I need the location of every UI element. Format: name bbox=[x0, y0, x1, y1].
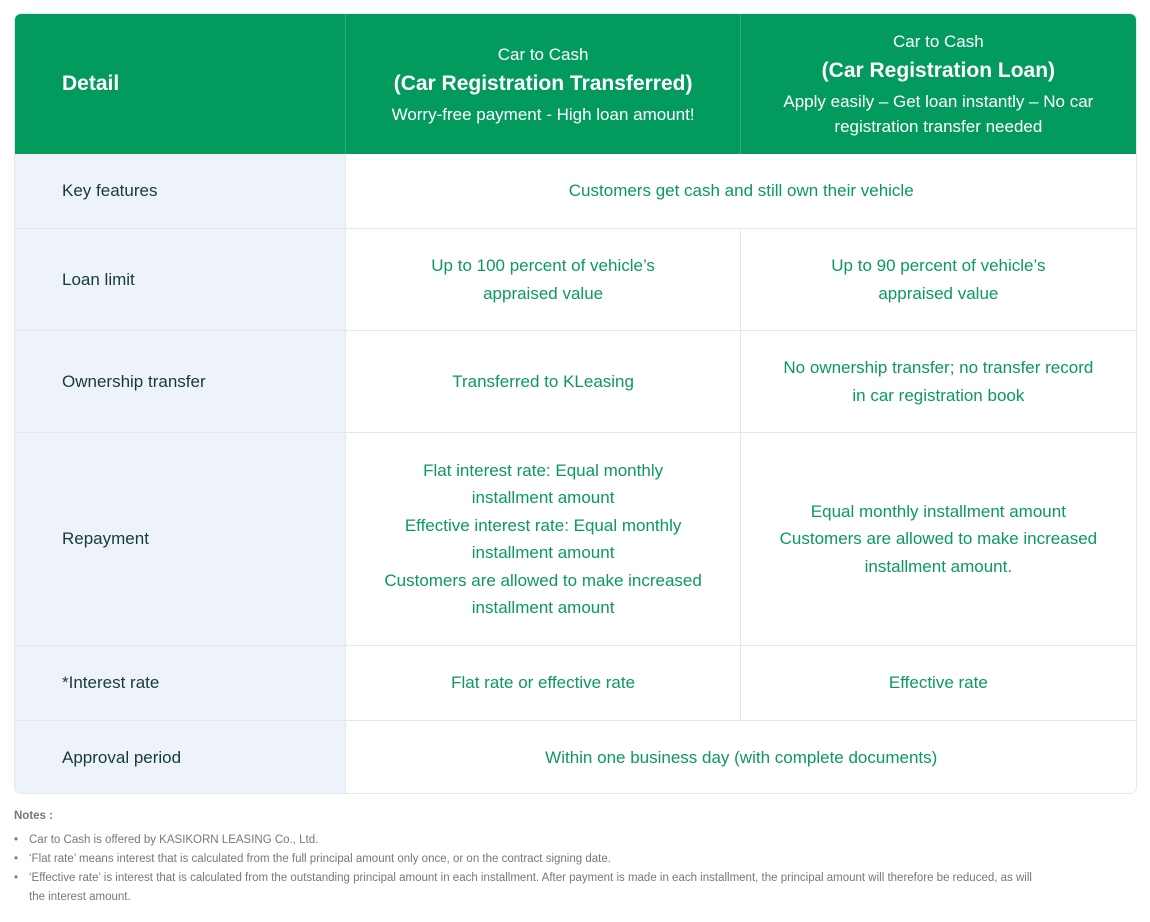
value-line: No ownership transfer; no transfer record bbox=[783, 358, 1094, 377]
row-value-a bbox=[346, 433, 740, 645]
row-value-a bbox=[346, 331, 740, 432]
value-line: Customers are allowed to make increased bbox=[384, 570, 702, 590]
value-line: in car registration book bbox=[852, 385, 1025, 405]
row-label: *Interest rate bbox=[15, 646, 346, 720]
bullet-icon: • bbox=[14, 834, 19, 846]
notes-title: Notes : bbox=[14, 810, 53, 822]
row-approval-period bbox=[15, 721, 1136, 794]
row-label: Approval period bbox=[15, 721, 346, 794]
notes-section bbox=[14, 810, 1034, 907]
header-b-tagline: Apply easily – Get loan instantly – No car registration transfer needed bbox=[783, 92, 1094, 136]
row-label: Key features bbox=[15, 154, 346, 228]
value-line: appraised value bbox=[483, 283, 604, 303]
row-label: Repayment bbox=[15, 433, 346, 645]
row-value-shared: Within one business day (with complete documents) bbox=[545, 748, 938, 767]
row-value-b bbox=[741, 229, 1136, 330]
note-text: Car to Cash is offered by KASIKORN LEASING Co., Ltd. bbox=[29, 834, 319, 846]
bullet-icon: • bbox=[14, 853, 19, 865]
table-header bbox=[15, 14, 1136, 154]
note-item bbox=[14, 850, 1034, 869]
header-a-title: (Car Registration Transferred) bbox=[393, 71, 693, 95]
note-text: ‘Flat rate’ means interest that is calculated from the full principal amount only once, or on the contract signing date. bbox=[29, 853, 611, 865]
value-line: Up to 100 percent of vehicle’s bbox=[431, 256, 655, 275]
row-ownership-transfer bbox=[15, 331, 1136, 433]
row-loan-limit bbox=[15, 229, 1136, 331]
note-item bbox=[14, 869, 1034, 907]
row-interest-rate bbox=[15, 646, 1136, 721]
header-detail: Detail bbox=[15, 14, 346, 154]
row-label: Ownership transfer bbox=[15, 331, 346, 432]
note-item bbox=[14, 831, 1034, 850]
value-line: Equal monthly installment amount bbox=[810, 501, 1066, 521]
header-a-product: Car to Cash bbox=[497, 44, 589, 64]
header-b-title: (Car Registration Loan) bbox=[821, 59, 1056, 82]
value-line: Effective interest rate: Equal monthly bbox=[404, 515, 682, 535]
value-line: Effective rate bbox=[888, 673, 988, 693]
header-col-registration-loan bbox=[741, 14, 1136, 154]
row-value-a bbox=[346, 646, 740, 720]
comparison-table bbox=[14, 13, 1137, 794]
value-line: installment amount bbox=[471, 488, 615, 507]
bullet-icon: • bbox=[14, 872, 19, 884]
header-col-registration-transferred bbox=[346, 14, 740, 154]
row-value-a bbox=[346, 229, 740, 330]
value-line: Up to 90 percent of vehicle’s bbox=[831, 256, 1046, 275]
value-line: Customers are allowed to make increased bbox=[779, 529, 1098, 549]
row-label: Loan limit bbox=[15, 229, 346, 330]
header-b-product: Car to Cash bbox=[893, 32, 984, 51]
row-value-shared: Customers get cash and still own their vehicle bbox=[568, 181, 914, 200]
value-line: installment amount bbox=[471, 598, 615, 617]
row-value-b bbox=[741, 646, 1136, 720]
value-line: installment amount. bbox=[864, 556, 1013, 576]
notes-list bbox=[14, 831, 1034, 907]
row-value-b bbox=[741, 331, 1136, 432]
note-text: ‘Effective rate’ is interest that is calculated from the outstanding principal amount in each installment. After payment is made in each installment, the principal amount will therefore be reduced, as will the interest amount. bbox=[29, 872, 1032, 903]
value-line: appraised value bbox=[878, 283, 999, 303]
row-value-b bbox=[741, 433, 1136, 645]
row-key-features bbox=[15, 154, 1136, 229]
value-line: Flat rate or effective rate bbox=[451, 673, 636, 693]
value-line: Transferred to KLeasing bbox=[452, 371, 634, 391]
value-line: Flat interest rate: Equal monthly bbox=[423, 460, 664, 480]
header-a-tagline: Worry-free payment - High loan amount! bbox=[391, 104, 695, 124]
row-repayment bbox=[15, 433, 1136, 646]
value-line: installment amount bbox=[471, 543, 615, 562]
